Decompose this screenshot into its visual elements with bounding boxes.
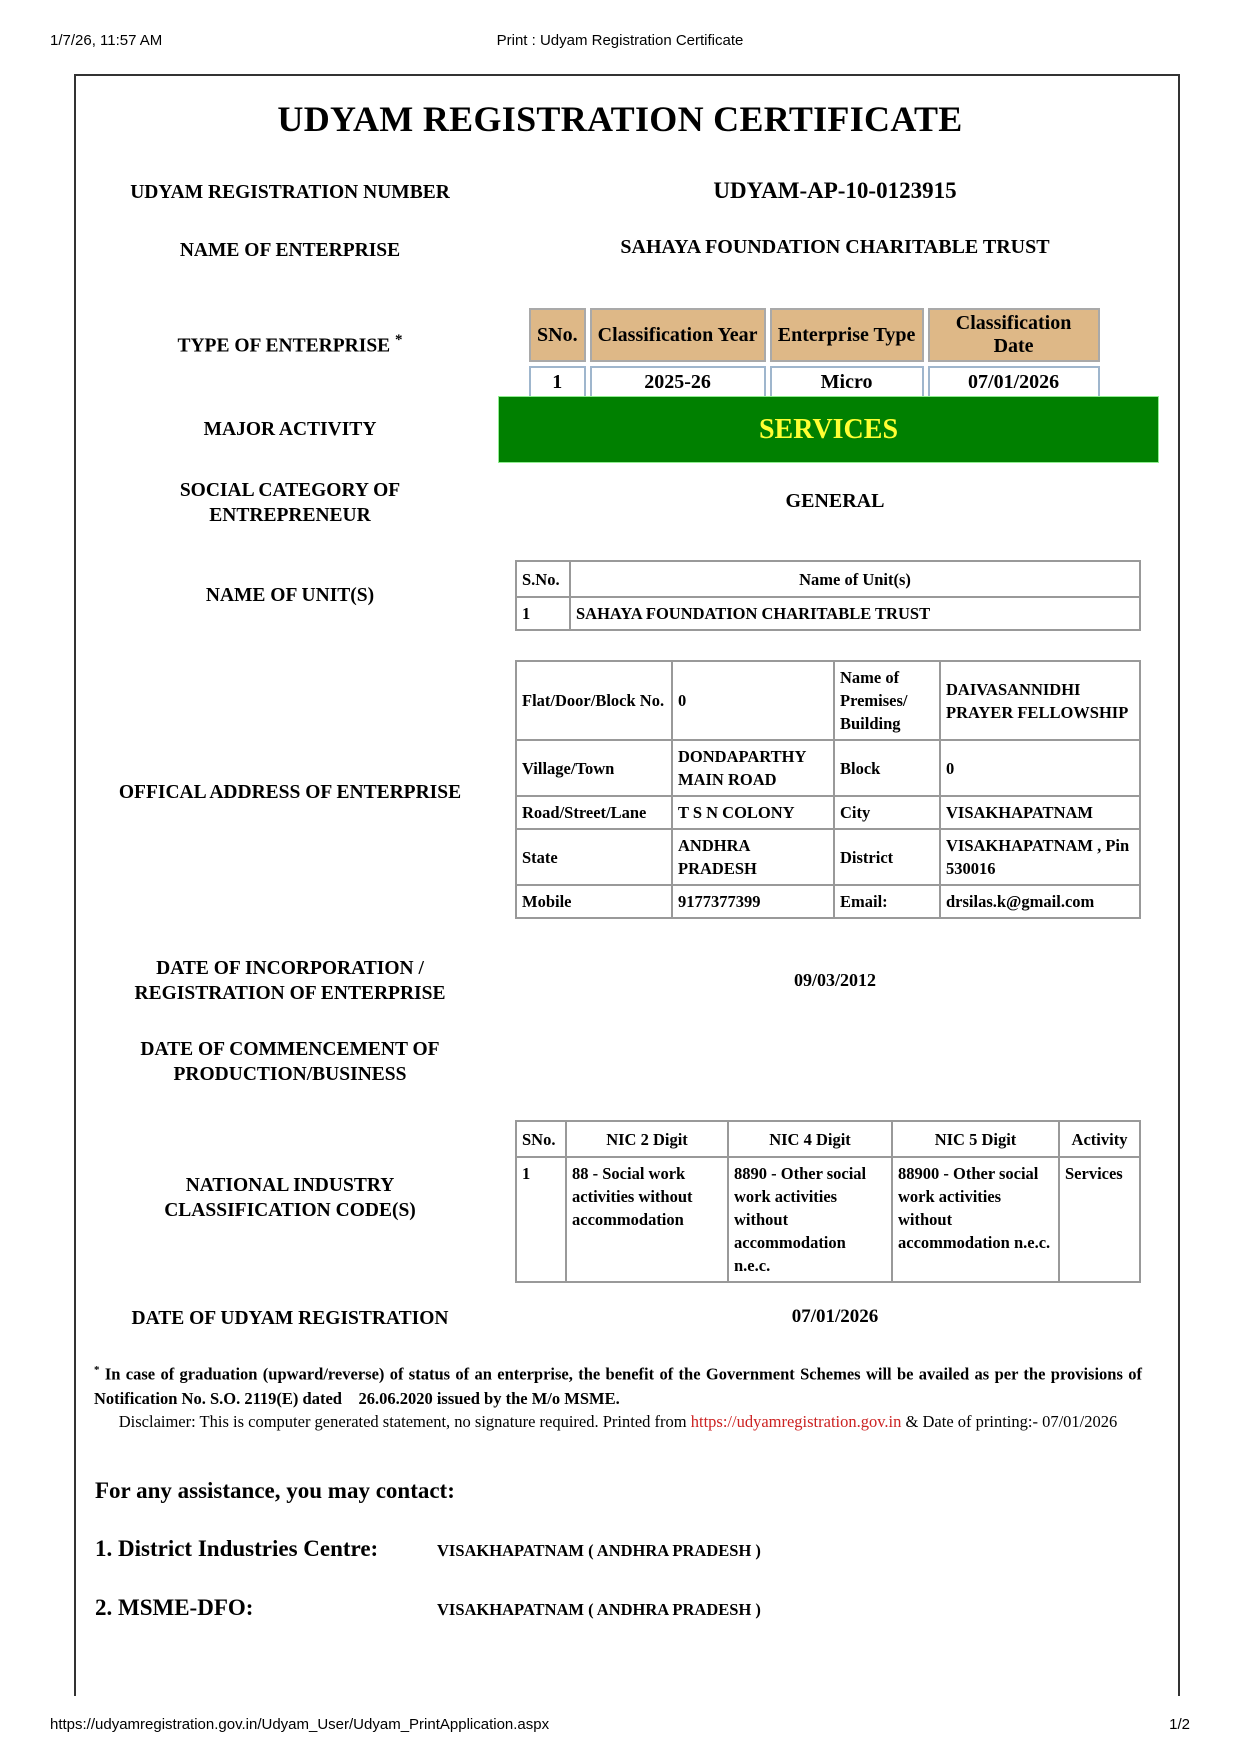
contact-msme-dfo-label: 2. MSME-DFO: — [95, 1595, 254, 1620]
mobile-value: 9177377399 — [672, 885, 834, 918]
nic-table — [515, 1120, 1141, 1283]
col-nic-2-digit: NIC 2 Digit — [566, 1121, 728, 1157]
print-footer-url: https://udyamregistration.gov.in/Udyam_User/Udyam_PrintApplication.aspx — [50, 1716, 550, 1733]
table-row — [516, 796, 1140, 829]
enterprise-type-label-text: TYPE OF ENTERPRISE — [177, 335, 391, 357]
units-table — [515, 560, 1141, 631]
classification-header-row — [529, 308, 1100, 362]
cell-key: Road/Street/Lane — [516, 796, 672, 829]
cell-key: Name of Premises/ Building — [834, 661, 940, 740]
cell-key: Email: — [834, 885, 940, 918]
cell-nic-2-digit: 88 - Social work activities without accommodation — [566, 1157, 728, 1282]
commencement-date-label-line2: PRODUCTION/BUSINESS — [173, 1064, 407, 1085]
table-row — [516, 885, 1140, 918]
certificate-title: UDYAM REGISTRATION CERTIFICATE — [277, 99, 963, 139]
cell-value: 0 — [940, 740, 1140, 796]
col-classification-date: Classification Date — [928, 308, 1100, 362]
social-category-label-line1: SOCIAL CATEGORY OF — [179, 480, 401, 501]
address-label: OFFICAL ADDRESS OF ENTERPRISE — [118, 782, 462, 803]
cell-key: District — [834, 829, 940, 885]
enterprise-type-label — [90, 328, 490, 359]
incorporation-date-label — [90, 956, 490, 1006]
cell-value: VISAKHAPATNAM — [940, 796, 1140, 829]
print-page-number: 1/2 — [1169, 1716, 1190, 1733]
nic-label-line2: CLASSIFICATION CODE(S) — [164, 1200, 416, 1221]
contact-dic-label: 1. District Industries Centre: — [95, 1536, 379, 1561]
print-page-title: Print : Udyam Registration Certificate — [496, 32, 744, 49]
cell-unit-name: SAHAYA FOUNDATION CHARITABLE TRUST — [570, 597, 1140, 630]
classification-table — [525, 304, 1104, 402]
cell-classification-date: 07/01/2026 — [928, 366, 1100, 398]
enterprise-name-label: NAME OF ENTERPRISE — [179, 240, 401, 261]
assistance-heading: For any assistance, you may contact: — [95, 1478, 455, 1503]
table-row — [516, 829, 1140, 885]
cell-value: VISAKHAPATNAM , Pin 530016 — [940, 829, 1140, 885]
nic-label-line1: NATIONAL INDUSTRY — [185, 1175, 395, 1196]
incorporation-date-value: 09/03/2012 — [793, 970, 876, 990]
disclaimer — [94, 1410, 1142, 1434]
commencement-date-label — [90, 1037, 490, 1087]
col-sno: SNo. — [529, 308, 586, 362]
cell-sno: 1 — [516, 1157, 566, 1282]
print-datetime: 1/7/26, 11:57 AM — [50, 32, 163, 49]
cell-value: DAIVASANNIDHI PRAYER FELLOWSHIP — [940, 661, 1140, 740]
col-nic-5-digit: NIC 5 Digit — [892, 1121, 1059, 1157]
table-row — [529, 366, 1100, 398]
asterisk-icon: * — [395, 332, 403, 348]
col-classification-year: Classification Year — [590, 308, 766, 362]
cell-nic-4-digit: 8890 - Other social work activities without accommodation n.e.c. — [728, 1157, 892, 1282]
col-unit-name: Name of Unit(s) — [570, 561, 1140, 597]
graduation-note-text: In case of graduation (upward/reverse) of status of an enterprise, the benefit of the Government Schemes will be availed as per the provisions of Notification No. S.O. 2119(E) dated 26.06.2020 issued by the M/o MSME. — [94, 1364, 1147, 1408]
asterisk-icon: * — [94, 1364, 100, 1376]
cell-key: State — [516, 829, 672, 885]
cell-key: Village/Town — [516, 740, 672, 796]
registration-number-label: UDYAM REGISTRATION NUMBER — [130, 182, 450, 203]
cell-value: T S N COLONY — [672, 796, 834, 829]
incorporation-date-label-line2: REGISTRATION OF ENTERPRISE — [134, 983, 446, 1004]
cell-value: DONDAPARTHY MAIN ROAD — [672, 740, 834, 796]
cell-key: Flat/Door/Block No. — [516, 661, 672, 740]
major-activity-label: MAJOR ACTIVITY — [203, 419, 377, 440]
cell-key: Mobile — [516, 885, 672, 918]
contact-dic-value: VISAKHAPATNAM ( ANDHRA PRADESH ) — [437, 1541, 761, 1560]
table-row — [516, 597, 1140, 630]
disclaimer-prefix: Disclaimer: This is computer generated statement, no signature required. Printed from — [118, 1412, 691, 1431]
col-nic-4-digit: NIC 4 Digit — [728, 1121, 892, 1157]
enterprise-name-value: SAHAYA FOUNDATION CHARITABLE TRUST — [620, 236, 1050, 258]
col-enterprise-type: Enterprise Type — [770, 308, 924, 362]
cell-sno: 1 — [516, 597, 570, 630]
incorporation-date-label-line1: DATE OF INCORPORATION / — [156, 958, 424, 979]
email-value: drsilas.k@gmail.com — [940, 885, 1140, 918]
nic-label — [90, 1173, 490, 1223]
col-activity: Activity — [1059, 1121, 1140, 1157]
table-row — [516, 661, 1140, 740]
major-activity-banner — [498, 396, 1159, 463]
cell-sno: 1 — [529, 366, 586, 398]
major-activity-value: SERVICES — [758, 413, 899, 445]
nic-header-row — [516, 1121, 1140, 1157]
address-table — [515, 660, 1141, 919]
portal-link[interactable]: https://udyamregistration.gov.in — [690, 1412, 902, 1431]
social-category-label-line2: ENTREPRENEUR — [209, 505, 371, 526]
disclaimer-suffix: & Date of printing:- 07/01/2026 — [901, 1412, 1118, 1431]
udyam-registration-date-label: DATE OF UDYAM REGISTRATION — [131, 1308, 449, 1329]
udyam-registration-date-value: 07/01/2026 — [791, 1306, 879, 1327]
table-row — [516, 740, 1140, 796]
col-sno: SNo. — [516, 1121, 566, 1157]
contact-msme-dfo-value: VISAKHAPATNAM ( ANDHRA PRADESH ) — [437, 1600, 761, 1619]
social-category-value: GENERAL — [785, 490, 885, 512]
cell-enterprise-type: Micro — [770, 366, 924, 398]
cell-value: ANDHRA PRADESH — [672, 829, 834, 885]
cell-nic-5-digit: 88900 - Other social work activities without accommodation n.e.c. — [892, 1157, 1059, 1282]
cell-key: City — [834, 796, 940, 829]
cell-classification-year: 2025-26 — [590, 366, 766, 398]
cell-value: 0 — [672, 661, 834, 740]
commencement-date-label-line1: DATE OF COMMENCEMENT OF — [140, 1039, 440, 1060]
cell-key: Block — [834, 740, 940, 796]
units-header-row — [516, 561, 1140, 597]
cell-activity: Services — [1059, 1157, 1140, 1282]
social-category-label — [90, 478, 490, 528]
registration-number-value: UDYAM-AP-10-0123915 — [713, 178, 957, 203]
col-sno: S.No. — [516, 561, 570, 597]
units-label: NAME OF UNIT(S) — [205, 585, 375, 606]
table-row — [516, 1157, 1140, 1282]
graduation-note — [94, 1358, 1147, 1411]
